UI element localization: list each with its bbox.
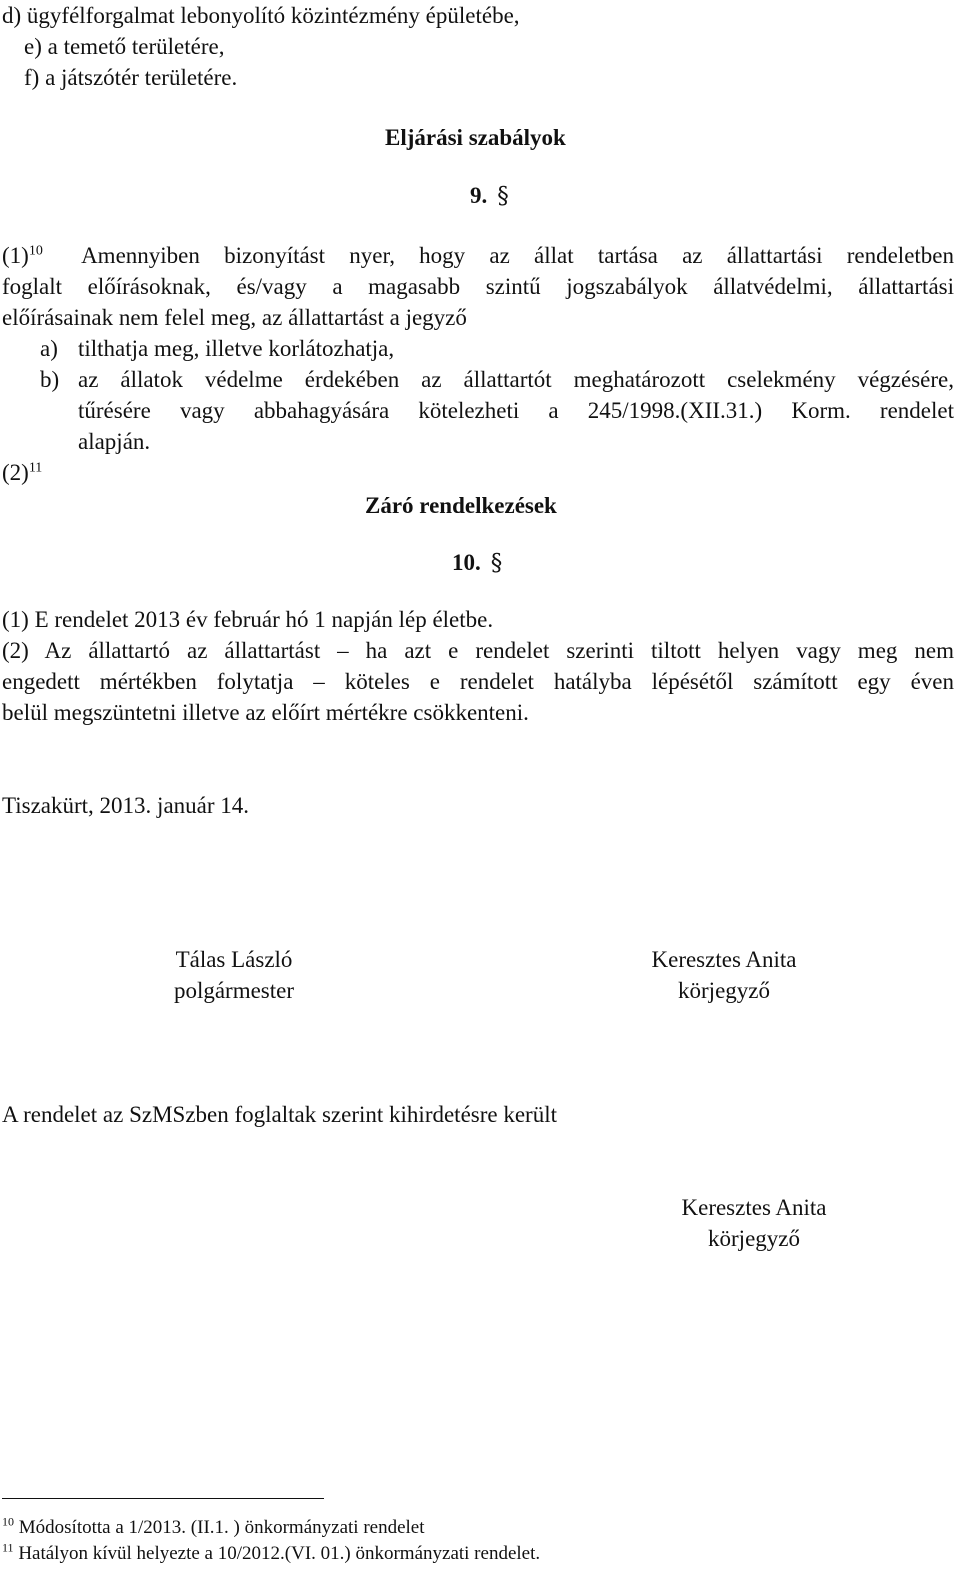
publication-text: A rendelet az SzMSzben foglaltak szerint kihirdetésre került — [2, 1102, 557, 1127]
paragraph-9-1-line-2: foglalt előírásoknak, és/vagy a magasabb szintű jogszabályok állatvédelmi, állattartási — [2, 274, 954, 299]
signature-name: Keresztes Anita — [681, 1195, 827, 1220]
signature-name: Tálas László — [175, 947, 293, 972]
signature-title: körjegyző — [678, 978, 770, 1003]
footnote-text: Módosította a 1/2013. (II.1. ) önkormányzati rendelet — [18, 1517, 425, 1538]
publication-signature — [630, 1192, 878, 1254]
paragraph-9-1-line-3: előírásainak nem felel meg, az állattartást a jegyző — [2, 305, 467, 330]
signature-name: Keresztes Anita — [651, 947, 797, 972]
section-heading-eljarasi: Eljárási szabályok — [385, 125, 566, 150]
item-text-b-line-2: tűrésére vagy abbahagyására kötelezheti a 245/1998.(XII.31.) Korm. rendelet — [78, 398, 954, 423]
paragraph-10-2-line-1: (2) Az állattartó az állattartást – ha azt e rendelet szerinti tiltott helyen vagy meg nem — [2, 638, 954, 663]
section-number-9 — [470, 180, 509, 212]
footnote-11 — [2, 1542, 540, 1566]
item-label-a: a) — [40, 336, 58, 361]
paragraph-label: (1) — [2, 243, 29, 268]
section-number: 9. — [470, 183, 488, 208]
paragraph-9-1-line-1 — [2, 240, 954, 271]
place-date: Tiszakürt, 2013. január 14. — [2, 793, 250, 818]
item-text-b-line-3: alapján. — [78, 429, 151, 454]
paragraph-10-2-line-2: engedett mértékben folytatja – köteles e rendelet hatályba lépésétől számított egy éven — [2, 669, 954, 694]
footnote-ref-11: 11 — [28, 460, 43, 476]
list-item-f: f) a játszótér területére. — [24, 65, 238, 90]
footnote-separator — [2, 1498, 324, 1499]
signature-notary — [600, 944, 848, 1006]
footnote-mark: 10 — [2, 1514, 14, 1529]
signature-title: polgármester — [173, 978, 295, 1003]
paragraph-symbol: § — [490, 550, 503, 576]
paragraph-10-2-line-3: belül megszüntetni illetve az előírt mértékre csökkenteni. — [2, 700, 529, 725]
item-text-b-line-1: az állatok védelme érdekében az állattartót meghatározott cselekmény végzésére, — [78, 367, 954, 392]
signature-title: körjegyző — [708, 1226, 800, 1251]
paragraph-10-1: (1) E rendelet 2013 év február hó 1 napján lép életbe. — [2, 607, 494, 632]
footnote-10 — [2, 1516, 425, 1540]
footnote-text: Hatályon kívül helyezte a 10/2012.(VI. 01.) önkormányzati rendelet. — [18, 1543, 541, 1564]
paragraph-text: Amennyiben bizonyítást nyer, hogy az állat tartása az állattartási rendeletben — [81, 243, 955, 268]
paragraph-9-2 — [2, 457, 42, 488]
item-label-b: b) — [40, 367, 60, 392]
section-number: 10. — [452, 550, 481, 575]
section-heading-zaro: Záró rendelkezések — [365, 493, 557, 518]
list-item-e: e) a temető területére, — [24, 34, 225, 59]
section-number-10 — [452, 547, 502, 579]
paragraph-label: (2) — [2, 460, 29, 485]
item-text-a: tilthatja meg, illetve korlátozhatja, — [78, 336, 395, 361]
paragraph-symbol: § — [497, 183, 509, 209]
footnote-mark: 11 — [2, 1540, 14, 1555]
footnote-ref-10: 10 — [28, 243, 43, 259]
list-item-d: d) ügyfélforgalmat lebonyolító közintézmény épületébe, — [2, 3, 520, 28]
signature-mayor — [110, 944, 358, 1006]
